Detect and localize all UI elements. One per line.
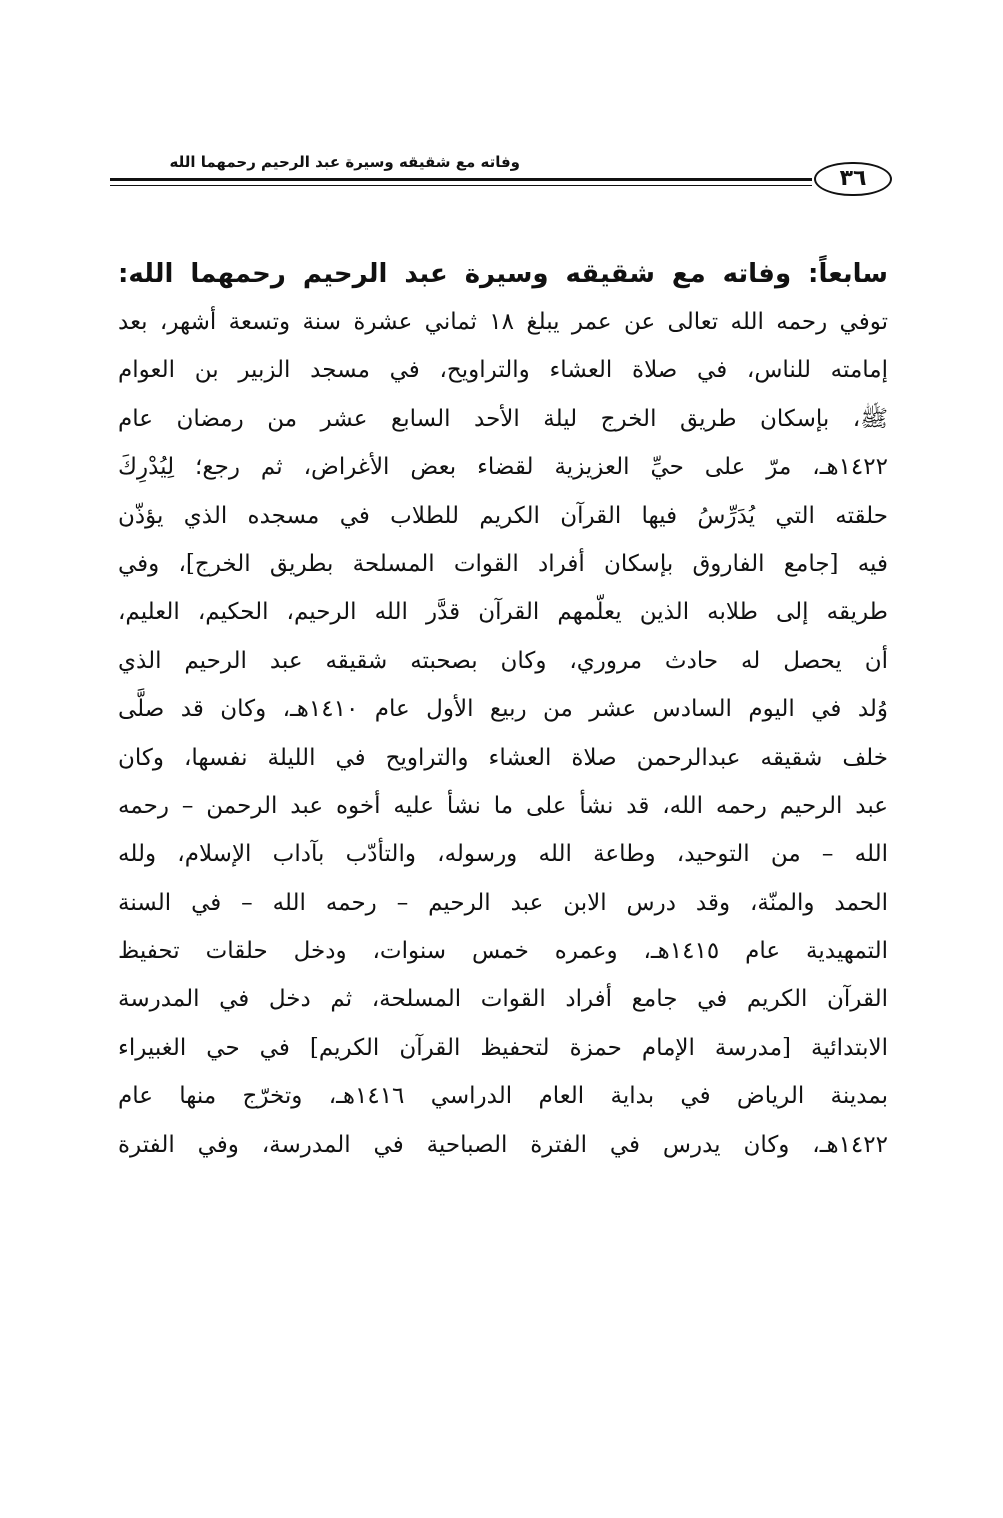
page-header — [110, 148, 892, 198]
body-line: ١٤٢٢هـ، وكان يدرس في الفترة الصباحية في المدرسة، وفي الفترة — [118, 1131, 888, 1158]
page-number: ٣٦ — [814, 162, 892, 196]
page-body — [118, 250, 888, 1169]
body-line: توفي رحمه الله تعالى عن عمر يبلغ ١٨ ثماني عشرة سنة وتسعة أشهر، بعد — [118, 309, 888, 335]
body-line: الحمد والمنّة، وقد درس الابن عبد الرحيم – رحمه الله – في السنة — [118, 889, 888, 916]
section-heading: سابعاً: وفاته مع شقيقه وسيرة عبد الرحيم رحمهما الله: — [118, 259, 888, 289]
body-line: حلقته التي يُدَرِّسُ فيها القرآن الكريم للطلاب في مسجده الذي يؤذّن — [118, 502, 888, 529]
running-title: وفاته مع شقيقه وسيرة عبد الرحيم رحمهما الله — [169, 153, 520, 171]
body-line: عبد الرحيم رحمه الله، قد نشأ على ما نشأ عليه أخوه عبد الرحمن – رحمه — [118, 792, 888, 819]
body-line: أن يحصل له حادث مروري، وكان بصحبته شقيقه عبد الرحيم الذي — [118, 647, 888, 674]
body-line: بمدينة الرياض في بداية العام الدراسي ١٤١٦هـ، وتخرّج منها عام — [118, 1083, 888, 1110]
body-line: الله – من التوحيد، وطاعة الله ورسوله، والتأدّب بآداب الإسلام، ولله — [118, 841, 888, 868]
body-line: وُلد في اليوم السادس عشر من ربيع الأول عام ١٤١٠هـ، وكان قد صلَّى — [118, 696, 888, 723]
body-line: طريقه إلى طلابه الذين يعلّمهم القرآن قدَّر الله الرحيم، الحكيم، العليم، — [118, 599, 888, 626]
body-line: خلف شقيقه عبدالرحمن صلاة العشاء والتراويح في الليلة نفسها، وكان — [118, 744, 888, 771]
body-line: التمهيدية عام ١٤١٥هـ، وعمره خمس سنوات، ودخل حلقات تحفيظ — [118, 938, 888, 965]
header-rule-thick — [110, 178, 812, 181]
body-line: ﷺ، بإسكان طريق الخرج ليلة الأحد السابع عشر من رمضان عام — [118, 405, 888, 432]
body-line: فيه [جامع الفاروق بإسكان أفراد القوات المسلحة بطريق الخرج]، وفي — [118, 550, 888, 577]
header-rule-thin — [110, 185, 812, 186]
body-line: إمامته للناس، في صلاة العشاء والتراويح، في مسجد الزبير بن العوام — [118, 357, 888, 384]
body-line: الابتدائية [مدرسة الإمام حمزة لتحفيظ القرآن الكريم] في حي الغبيراء — [118, 1034, 888, 1061]
body-line: ١٤٢٢هـ، مرّ على حيِّ العزيزية لقضاء بعض الأغراض، ثم رجع؛ لِيُدْرِكَ — [118, 454, 888, 481]
body-line: القرآن الكريم في جامع أفراد القوات المسلحة، ثم دخل في المدرسة — [118, 986, 888, 1013]
